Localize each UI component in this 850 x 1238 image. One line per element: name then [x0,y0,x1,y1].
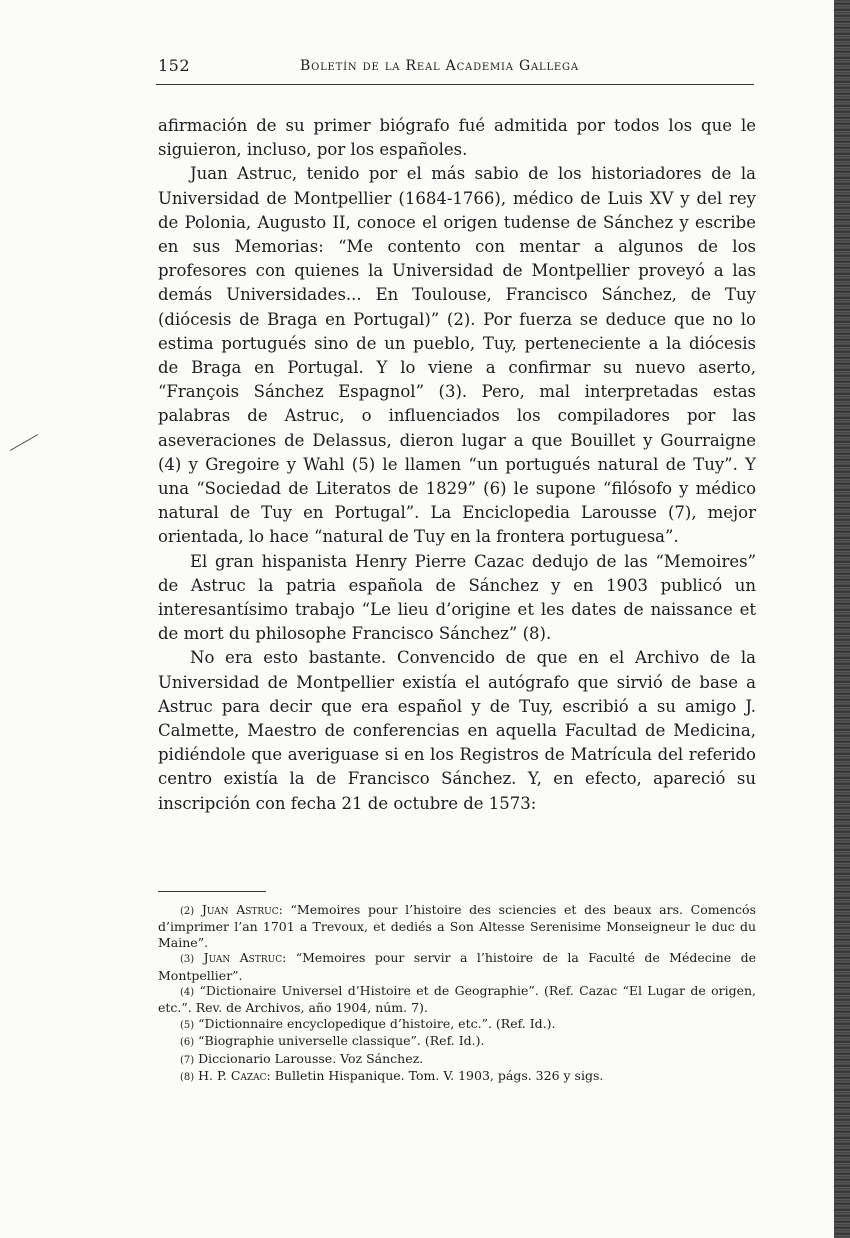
footnote-2 [158,902,756,950]
footnote-3 [158,950,756,983]
footnote-3-author: Juan Astruc: [203,950,287,966]
footnote-8-mark: (8) [180,1072,195,1084]
footnote-3-mark: (3) [180,954,195,966]
footnote-2-author: Juan Astruc: [201,902,283,917]
footnote-6 [158,1033,756,1050]
paragraph-2: Juan Astruc, tenido por el más sabio de los historiadores de la Universidad de Montpellier (1684-1766), médico de Luis XV y del rey de Polonia, Augusto II, conoce el origen tudense de Sánchez y escribe en sus Memorias: “Me contento con mentar a algunos de los profesores con quienes la Universidad de Montpellier proveyó a las demás Universidades... En Toulouse, Francisco Sánchez, de Tuy (diócesis de Braga en Portugal)” (2). Por fuerza se deduce que no lo estima portugués sino de un pueblo, Tuy, perteneciente a la diócesis de Braga en Portugal. Y lo viene a confirmar su nuevo aserto, “François Sánchez Espagnol” (3). Pero, mal interpretadas estas palabras de Astruc, o influenciados los compiladores por las aseveraciones de Delassus, dieron lugar a que Bouillet y Gourraigne (4) y Gregoire y Wahl (5) le llamen “un portugués natural de Tuy”. Y una “Sociedad de Literatos de 1829” (6) le supone “filósofo y médico natural de Tuy en Portugal”. La Enciclopedia Larousse (7), mejor orientada, lo hace “natural de Tuy en la frontera portuguesa”. [158,164,756,547]
page-header [158,56,754,82]
running-title: Boletín de la Real Academia Gallega [300,58,579,74]
paragraph-3: El gran hispanista Henry Pierre Cazac dedujo de las “Memoires” de Astruc la patria española de Sánchez y en 1903 publicó un interesantísimo trabajo “Le lieu d’origine et les dates de naissance et de mort du philosophe Francisco Sánchez” (8). [158,551,756,644]
footnote-8 [158,1068,756,1085]
footnote-4-text: “Dictionaire Universel d’Histoire et de Geographie”. (Ref. Cazac “El Lugar de origen, etc.”. Rev. de Archivos, año 1904, núm. 7). [158,983,756,1016]
footnote-6-text: “Biographie universelle classique”. (Ref. Id.). [198,1033,485,1049]
body-text [158,114,756,816]
footnote-5-text: “Dictionnaire encyclopedique d’histoire, etc.”. (Ref. Id.). [198,1015,556,1031]
paragraph-1: afirmación de su primer biógrafo fué admitida por todos los que le siguieron, incluso, por los españoles. [158,116,756,160]
footnote-3-text: “Memoires pour servir a l’histoire de la Faculté de Médecine de Montpellier”. [158,950,756,983]
header-rule [156,84,754,85]
footnotes [158,902,756,1085]
footnote-7-text: Diccionario Larousse. Voz Sánchez. [198,1050,424,1066]
footnote-7-mark: (7) [180,1054,195,1066]
scan-mark [10,434,38,451]
footnote-5 [158,1016,756,1033]
footnote-8-text: Bulletin Hispanique. Tom. V. 1903, págs. 326 y sigs. [274,1068,604,1084]
footnote-2-mark: (2) [180,906,195,917]
footnote-7 [158,1051,756,1068]
page-number: 152 [158,56,191,75]
footnote-2-text: “Memoires pour l’histoire des sciencies et des beaux ars. Comencós d’imprimer l’an 1701 a Trevoux, et dediés a Son Altesse Serenisime Monseigneur le duc du Maine”. [158,902,756,950]
footnote-rule [158,891,266,892]
paragraph-4: No era esto bastante. Convencido de que en el Archivo de la Universidad de Montpellier existía el autógrafo que sirvió de base a Astruc para decir que era español y de Tuy, escribió a su amigo J. Calmette, Maestro de conferencias en aquella Facultad de Medicina, pidiéndole que averiguase si en los Registros de Matrícula del referido centro existía la de Francisco Sánchez. Y, en efecto, apareció su inscripción con fecha 21 de octubre de 1573: [158,648,756,813]
footnote-6-mark: (6) [180,1037,195,1049]
footnote-8-author: H. P. Cazac: [198,1068,271,1084]
footnote-4-mark: (4) [180,987,195,999]
footnote-5-mark: (5) [180,1019,195,1031]
footnote-4 [158,983,756,1016]
binding-edge [834,0,850,1238]
